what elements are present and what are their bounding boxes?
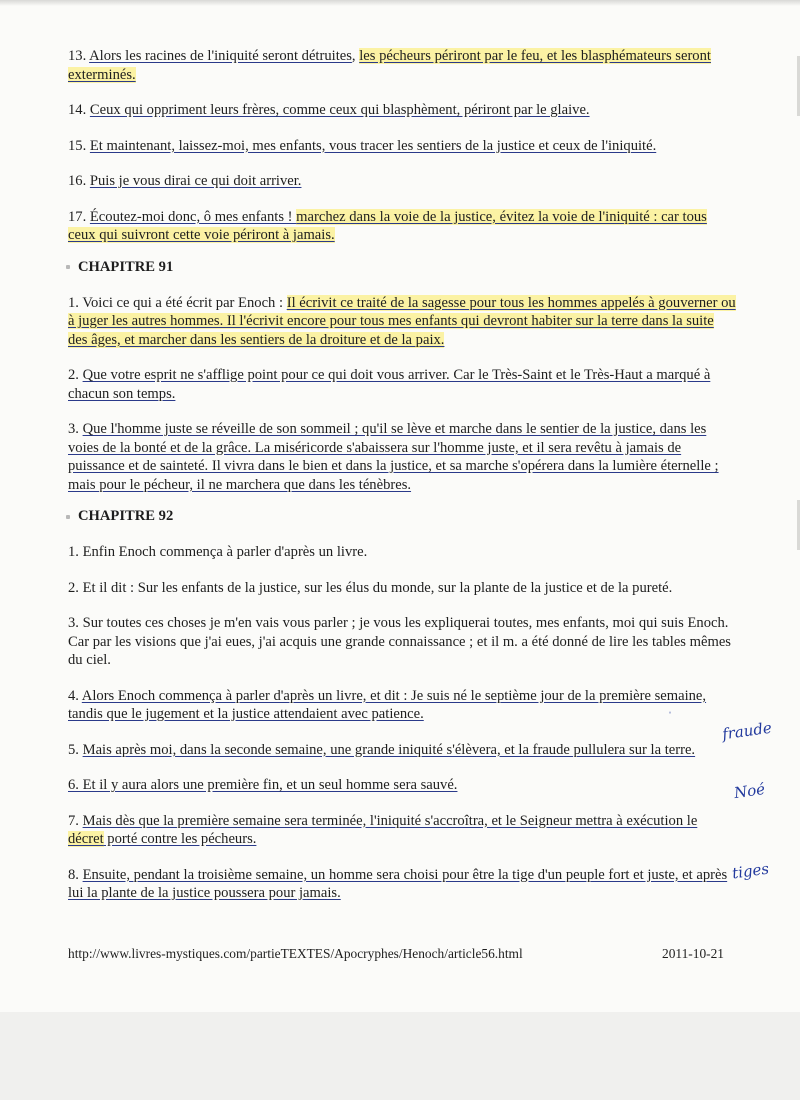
verse-text: 5. (68, 741, 83, 758)
chapter-heading-92 (68, 508, 736, 525)
verses-chapter-91 (68, 294, 736, 495)
verse-text: Mais après moi, dans la seconde semaine, une grande iniquité s'élèvera, et la fraude pullulera sur la terre. (82, 741, 696, 758)
verse-text: 16. (68, 173, 90, 189)
verse-text: 3. (68, 421, 83, 437)
margin-note-noe: Noé (732, 779, 767, 803)
verse-text: décret (68, 831, 104, 847)
bullet-icon (66, 515, 70, 519)
verse-text: 2. (68, 367, 83, 383)
chapter-92-title: CHAPITRE 92 (78, 508, 174, 524)
footer-url: http://www.livres-mystiques.com/partieTEXTES/Apocryphes/Henoch/article56.html (68, 946, 523, 961)
verses-chapter-92 (68, 543, 736, 903)
verse-text: Alors les racines de l'iniquité seront détruites (89, 48, 352, 64)
verse-text: Ensuite, pendant la troisième semaine, un homme sera choisi pour être la tige d'un peuple fort et juste, et après lui la plante de la justice poussera pour jamais. (68, 866, 728, 901)
verse-text: 17. (68, 208, 90, 225)
verse-paragraph (68, 812, 736, 849)
verse-text: porté contre les pécheurs. (103, 831, 257, 847)
chapter-heading-91 (68, 259, 736, 276)
document-body (68, 47, 736, 903)
verse-paragraph (68, 687, 736, 724)
chapter-91-title: CHAPITRE 91 (78, 258, 174, 275)
verse-paragraph (68, 366, 736, 403)
verse-paragraph (68, 543, 736, 562)
scan-bottom-strip (0, 1012, 800, 1100)
verses-chapter-90 (68, 47, 736, 245)
bullet-icon (66, 265, 70, 269)
margin-note-fraude: fraude (720, 718, 773, 744)
verse-paragraph (68, 866, 736, 903)
verse-text: 1. Enfin Enoch commença à parler d'après un livre. (68, 544, 368, 560)
verse-paragraph (68, 101, 736, 120)
verse-text: 4. (68, 687, 82, 704)
verse-paragraph (68, 614, 736, 670)
verse-text: 2. Et il dit : Sur les enfants de la justice, sur les élus du monde, sur la plante de la justice et de la pureté. (68, 579, 673, 596)
page-top-edge (0, 0, 800, 6)
verse-text: 7. (68, 812, 83, 829)
verse-text: 3. Sur toutes ces choses je m'en vais vous parler ; je vous les expliquerai toutes, mes enfants, moi qui suis Enoch. Car par les visions que j'ai eues, j'ai acquis une grande connaissance ; et il m. a été donné de lire les tables mêmes du ciel. (68, 615, 731, 668)
verse-text: Mais dès que la première semaine sera terminée, l'iniquité s'accroîtra, et le Seigneur mettra à exécution le (82, 812, 698, 829)
verse-text: Il écrivit ce traité de la sagesse pour tous les hommes appelés à gouverner ou à juger les autres hommes. Il l'écrivit encore pour tous mes enfants qui devront habiter sur la terre dans la suite des âges, et marcher dans les sentiers de la droiture et de la paix. (68, 294, 736, 348)
verse-paragraph (68, 172, 736, 191)
verse-text: Que l'homme juste se réveille de son sommeil ; qu'il se lève et marche dans le sentier de la justice, dans les voies de la bonté et de la grâce. La miséricorde s'abaissera sur l'homme juste, et il sera revêtu à jamais de puissance et de sainteté. Il vivra dans le bien et dans la justice, et sa marche s'opérera dans la lumière éternelle ; mais pour le pécheur, il ne marchera que dans les ténèbres. (68, 421, 719, 493)
verse-text: 6. Et il y aura alors une première fin, et un seul homme sera sauvé. (68, 777, 458, 793)
verse-text: Et maintenant, laissez-moi, mes enfants, vous tracer les sentiers de la justice et ceux de l'iniquité. (89, 137, 657, 154)
page-footer (68, 946, 724, 962)
verse-text: 13. (68, 48, 90, 64)
verse-text: Que votre esprit ne s'afflige point pour ce qui doit vous arriver. Car le Très-Saint et le Très-Haut a marqué à chacun son temps. (68, 367, 711, 402)
verse-text: Alors Enoch commença à parler d'après un livre, et dit : Je suis né le septième jour de la première semaine, tandis que le jugement et la justice attendaient avec patience. (68, 687, 707, 722)
verse-paragraph (68, 420, 736, 494)
verse-text: 14. (68, 102, 90, 118)
verse-paragraph (68, 208, 736, 245)
verse-paragraph (68, 579, 736, 598)
ink-tick-mark: ˌ (668, 700, 672, 714)
verse-text: les pécheurs périront par le feu, et les blasphémateurs seront exterminés. (68, 48, 711, 83)
verse-paragraph (68, 47, 736, 84)
verse-paragraph (68, 294, 736, 350)
verse-paragraph (68, 741, 736, 760)
verse-paragraph (68, 137, 736, 156)
verse-text: Puis je vous dirai ce qui doit arriver. (89, 173, 302, 189)
verse-text: Écoutez-moi donc, ô mes enfants ! (89, 208, 297, 225)
verse-text: 15. (68, 137, 90, 154)
verse-paragraph (68, 776, 736, 795)
margin-note-tiges: tiges (730, 859, 771, 883)
verse-text: 1. Voici ce qui a été écrit par Enoch : (68, 294, 287, 311)
footer-date: 2011-10-21 (662, 946, 724, 961)
verse-text: Ceux qui oppriment leurs frères, comme ceux qui blasphèment, périront par le glaive. (89, 102, 590, 118)
verse-text: marchez dans la voie de la justice, évitez la voie de l'iniquité : car tous ceux qui suivront cette voie périront à jamais. (68, 208, 707, 243)
verse-text: 8. (68, 866, 83, 883)
verse-text: , (351, 48, 360, 64)
